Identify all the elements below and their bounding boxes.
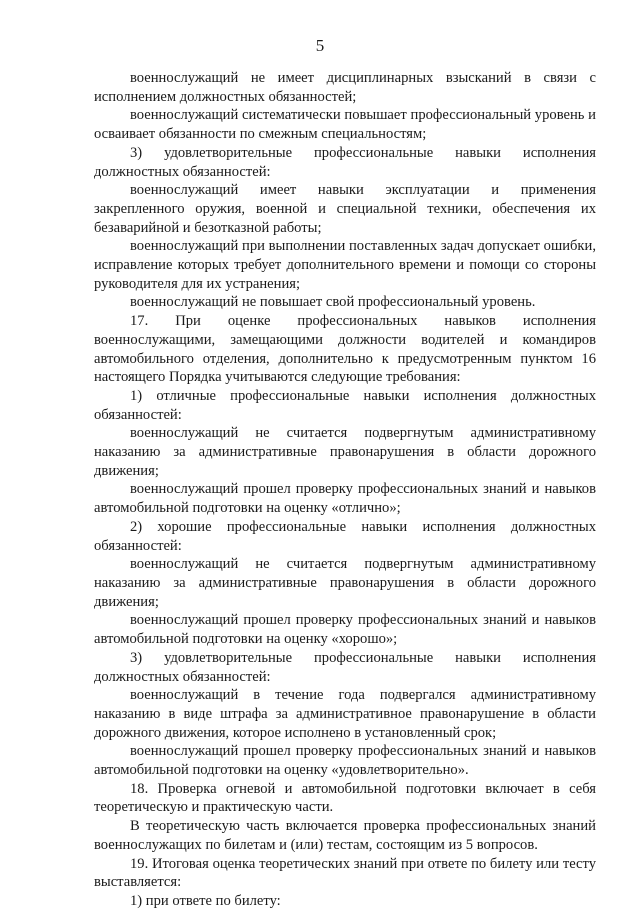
paragraph: военнослужащий не повышает свой профессиональный уровень. bbox=[130, 294, 536, 311]
paragraph: В теоретическую часть включается проверка профессиональных знаний военнослужащих по билетам и (или) тестам, состоящим из 5 вопросов. bbox=[94, 818, 596, 853]
page-number: 5 bbox=[315, 36, 325, 55]
paragraph: военнослужащий прошел проверку профессиональных знаний и навыков автомобильной подготовки на оценку «отлично»; bbox=[94, 481, 596, 517]
paragraph: 18. Проверка огневой и автомобильной подготовки включает в себя теоретическую и практическую части. bbox=[94, 780, 596, 816]
document-body bbox=[94, 69, 596, 911]
paragraph: военнослужащий прошел проверку профессиональных знаний и навыков автомобильной подготовки на оценку «удовлетворительно». bbox=[94, 743, 596, 779]
paragraph: военнослужащий не считается подвергнутым административному наказанию за административные правонарушения в области дорожного движения; bbox=[94, 556, 596, 610]
paragraph: 1) при ответе по билету: bbox=[130, 892, 281, 909]
paragraph: 19. Итоговая оценка теоретических знаний при ответе по билету или тесту выставляется: bbox=[94, 855, 596, 891]
paragraph: 1) отличные профессиональные навыки исполнения должностных обязанностей: bbox=[94, 387, 596, 423]
paragraph: военнослужащий не считается подвергнутым административному наказанию за административные правонарушения в области дорожного движения; bbox=[94, 425, 596, 479]
paragraph: военнослужащий прошел проверку профессиональных знаний и навыков автомобильной подготовки на оценку «хорошо»; bbox=[94, 612, 596, 648]
paragraph: военнослужащий имеет навыки эксплуатации и применения закрепленного оружия, военной и специальной техники, обеспечения их безаварийной и безотказной работы; bbox=[94, 182, 596, 236]
paragraph: военнослужащий при выполнении поставленных задач допускает ошибки, исправление которых требует дополнительного времени и помощи со стороны руководителя для их устранения; bbox=[94, 238, 596, 292]
paragraph: 2) хорошие профессиональные навыки исполнения должностных обязанностей: bbox=[94, 518, 596, 554]
paragraph: 3) удовлетворительные профессиональные навыки исполнения должностных обязанностей: bbox=[94, 649, 596, 685]
paragraph: военнослужащий в течение года подвергался административному наказанию в виде штрафа за административное правонарушение в области дорожного движения, которое исполнено в установленный срок; bbox=[94, 687, 596, 741]
paragraph: военнослужащий систематически повышает профессиональный уровень и осваивает обязанности по смежным специальностям; bbox=[94, 107, 596, 143]
paragraph: 3) удовлетворительные профессиональные навыки исполнения должностных обязанностей: bbox=[94, 144, 596, 180]
paragraph: 17. При оценке профессиональных навыков исполнения военнослужащими, замещающими должности водителей и командиров автомобильного отделения, дополнительно к предусмотренным пунктом 16 настоящего Порядка учитываются следующие требования: bbox=[94, 313, 596, 386]
paragraph: военнослужащий не имеет дисциплинарных взысканий в связи с исполнением должностных обязанностей; bbox=[94, 70, 596, 105]
